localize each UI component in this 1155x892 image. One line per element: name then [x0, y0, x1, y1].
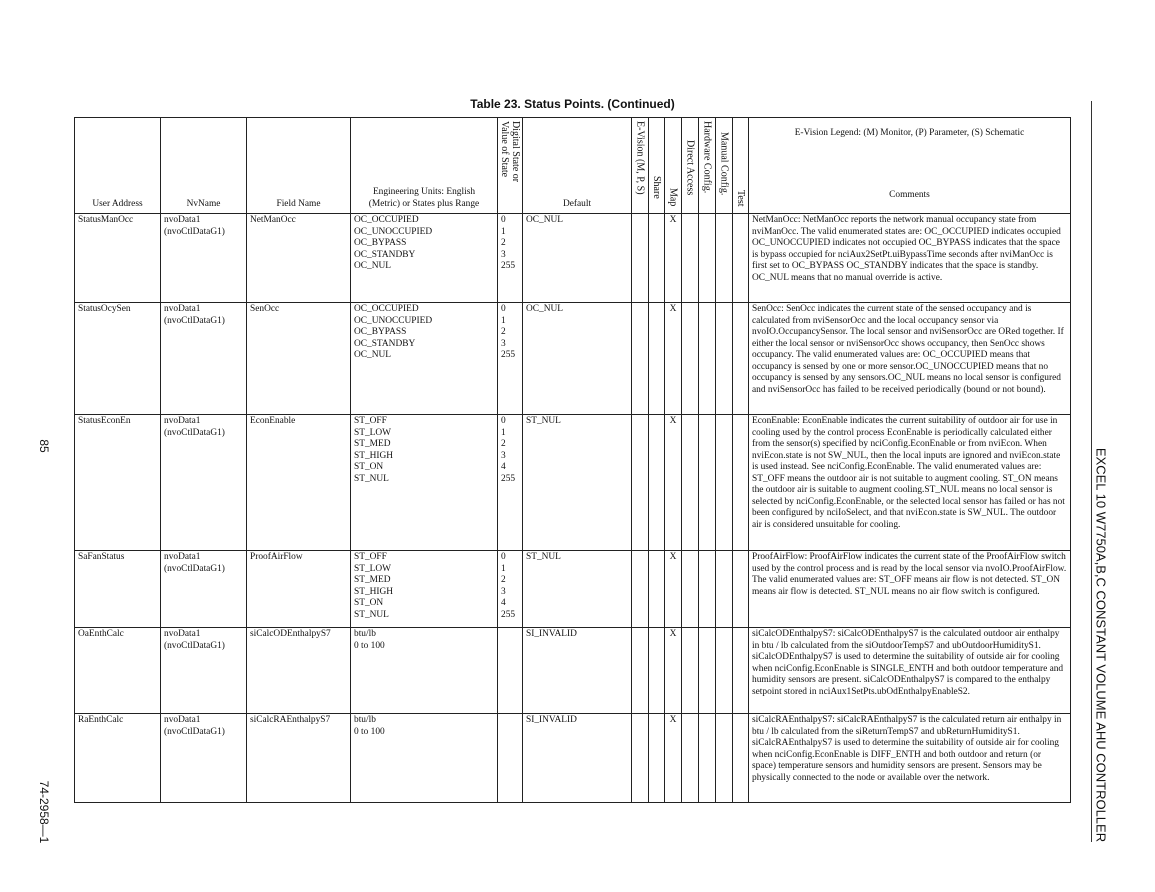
side-rule — [1091, 101, 1092, 842]
cell-manual-config — [716, 415, 733, 551]
cell-digital-state — [498, 714, 523, 803]
cell-field-name: siCalcODEnthalpyS7 — [247, 628, 351, 714]
header-manual-config-label: Manual Config. — [718, 132, 730, 196]
cell-share — [649, 714, 665, 803]
cell-comments: siCalcODEnthalpyS7: siCalcODEnthalpyS7 is the calculated outdoor air enthalpy in btu / lb calculated from the siOutdoorTempS7 and ubOutdoorHumidityS1. siCalcODEnthalpyS7 is used to determine the suitability of outside air for cooling when nciConfig.EconEnable is SINGLE_ENTH and both outdoor temperature and humidity sensors are present. siCalcODEnthalpyS7 is compared to the enthalpy setpoint stored in nciAux1SetPts.ubOdEnthalpyEnableS2. — [749, 628, 1071, 714]
table-row — [75, 303, 1071, 415]
header-user-address: User Address — [75, 118, 161, 214]
cell-default: ST_NUL — [523, 551, 632, 628]
cell-nv-name: nvoData1 (nvoCtlDataG1) — [161, 214, 247, 303]
header-evision — [632, 118, 649, 214]
cell-share — [649, 551, 665, 628]
cell-user-address: StatusEconEn — [75, 415, 161, 551]
header-share-label: Share — [651, 176, 662, 199]
cell-manual-config — [716, 551, 733, 628]
cell-field-name: NetManOcc — [247, 214, 351, 303]
cell-test — [733, 214, 749, 303]
header-digital-state-label: Digital State or Value of State — [499, 121, 521, 183]
cell-manual-config — [716, 714, 733, 803]
cell-direct-access — [682, 628, 699, 714]
cell-field-name: siCalcRAEnthalpyS7 — [247, 714, 351, 803]
header-direct-access-label: Direct Access — [684, 140, 696, 196]
cell-digital-state: 0 1 2 3 255 — [498, 214, 523, 303]
cell-default: OC_NUL — [523, 214, 632, 303]
cell-digital-state: 0 1 2 3 255 — [498, 303, 523, 415]
header-field-name: Field Name — [247, 118, 351, 214]
cell-eng-units: ST_OFF ST_LOW ST_MED ST_HIGH ST_ON ST_NUL — [351, 415, 498, 551]
cell-direct-access — [682, 214, 699, 303]
cell-test — [733, 628, 749, 714]
header-comments-label: Comments — [889, 190, 930, 200]
cell-map: X — [665, 628, 682, 714]
cell-nv-name: nvoData1 (nvoCtlDataG1) — [161, 303, 247, 415]
header-comments — [749, 118, 1071, 214]
cell-default: SI_INVALID — [523, 628, 632, 714]
cell-nv-name: nvoData1 (nvoCtlDataG1) — [161, 714, 247, 803]
table-row — [75, 415, 1071, 551]
cell-direct-access — [682, 415, 699, 551]
cell-direct-access — [682, 551, 699, 628]
table-title: Table 23. Status Points. (Continued) — [470, 97, 675, 111]
cell-user-address: SaFanStatus — [75, 551, 161, 628]
header-map — [665, 118, 682, 214]
cell-user-address: RaEnthCalc — [75, 714, 161, 803]
cell-test — [733, 551, 749, 628]
header-test — [733, 118, 749, 214]
cell-map: X — [665, 303, 682, 415]
cell-test — [733, 303, 749, 415]
cell-default: SI_INVALID — [523, 714, 632, 803]
header-hardware-config — [699, 118, 716, 214]
cell-map: X — [665, 551, 682, 628]
cell-map: X — [665, 415, 682, 551]
cell-eng-units: OC_OCCUPIED OC_UNOCCUPIED OC_BYPASS OC_STANDBY OC_NUL — [351, 303, 498, 415]
cell-hardware-config — [699, 628, 716, 714]
evision-legend: E-Vision Legend: (M) Monitor, (P) Parameter, (S) Schematic — [794, 128, 1025, 138]
header-hardware-config-label: Hardware Config. — [701, 121, 713, 194]
cell-direct-access — [682, 303, 699, 415]
header-nv-name: NvName — [161, 118, 247, 214]
cell-default: OC_NUL — [523, 303, 632, 415]
header-digital-state — [498, 118, 523, 214]
status-points-table — [74, 117, 1071, 803]
cell-comments: NetManOcc: NetManOcc reports the network manual occupancy state from nviManOcc. The valid enumerated states are: OC_OCCUPIED indicates occupied OC_UNOCCUPIED indicates not occupied OC_BYPASS indicates that the space is bypass occupied for nciAux2SetPt.uiBypassTime seconds after nviManOcc is first set to OC_BYPASS OC_STANDBY indicates that the space is standby. OC_NUL means that no manual override is active. — [749, 214, 1071, 303]
cell-digital-state: 0 1 2 3 4 255 — [498, 415, 523, 551]
cell-share — [649, 415, 665, 551]
table-row — [75, 214, 1071, 303]
cell-hardware-config — [699, 214, 716, 303]
cell-eng-units: OC_OCCUPIED OC_UNOCCUPIED OC_BYPASS OC_STANDBY OC_NUL — [351, 214, 498, 303]
cell-user-address: OaEnthCalc — [75, 628, 161, 714]
cell-direct-access — [682, 714, 699, 803]
cell-hardware-config — [699, 303, 716, 415]
cell-comments: SenOcc: SenOcc indicates the current state of the sensed occupancy and is calculated from nviSensorOcc and the local occupancy sensor via nvoIO.OccupancySensor. The local sensor and nviSensorOcc are ORed together. If either the local sensor or nviSensorOcc shows occupancy, then SenOcc shows occupancy. The valid enumerated values are: OC_OCCUPIED means that occupancy is sensed by one or more sensor.OC_UNOCCUPIED means that no occupancy is sensed by any sensors.OC_NUL means no local sensor is configured and nviSensorOcc has failed to be received periodically (bound or not bound). — [749, 303, 1071, 415]
cell-comments: EconEnable: EconEnable indicates the current suitability of outdoor air for use in cooling used by the control process EconEnable is periodically calculated either from the sensor(s) specified by nciConfig.EconEnable or from nviEcon. When nviEcon.state is not SW_NUL, then the local inputs are ignored and nviEcon.state is used instead. See nciConfig.EconEnable. The valid enumerated values are: ST_OFF means the outdoor air is not suitable to augment cooling. ST_ON means the outdoor air is suitable to augment cooling.ST_NUL means no local sensor is selected by nciConfig.EconEnable, or the selected local sensor has failed or has not been configured by nciIoSelect, and that nviEcon.state is SW_NUL. The outdoor air is considered unsuitable for cooling. — [749, 415, 1071, 551]
cell-hardware-config — [699, 714, 716, 803]
cell-evision — [632, 415, 649, 551]
cell-eng-units: ST_OFF ST_LOW ST_MED ST_HIGH ST_ON ST_NUL — [351, 551, 498, 628]
cell-hardware-config — [699, 551, 716, 628]
header-eng-units: Engineering Units: English (Metric) or States plus Range — [351, 118, 498, 214]
header-share — [649, 118, 665, 214]
cell-field-name: SenOcc — [247, 303, 351, 415]
header-direct-access — [682, 118, 699, 214]
cell-manual-config — [716, 628, 733, 714]
cell-evision — [632, 551, 649, 628]
cell-test — [733, 415, 749, 551]
cell-nv-name: nvoData1 (nvoCtlDataG1) — [161, 415, 247, 551]
cell-eng-units: btu/lb 0 to 100 — [351, 714, 498, 803]
page-number: 85 — [37, 439, 51, 453]
cell-digital-state: 0 1 2 3 4 255 — [498, 551, 523, 628]
cell-nv-name: nvoData1 (nvoCtlDataG1) — [161, 628, 247, 714]
cell-share — [649, 303, 665, 415]
cell-nv-name: nvoData1 (nvoCtlDataG1) — [161, 551, 247, 628]
cell-manual-config — [716, 303, 733, 415]
cell-comments: siCalcRAEnthalpyS7: siCalcRAEnthalpyS7 is the calculated return air enthalpy in btu / lb calculated from the siReturnTempS7 and ubReturnHumidityS1. siCalcRAEnthalpyS7 is used to determine the suitability of outside air for cooling when nciConfig.EconEnable is DIFF_ENTH and both outdoor and return (or space) temperature sensors and humidity sensors are present. Sensors may be physically connected to the node or available over the network. — [749, 714, 1071, 803]
side-title: EXCEL 10 W7750A,B,C CONSTANT VOLUME AHU CONTROLLER — [1093, 447, 1109, 843]
cell-field-name: EconEnable — [247, 415, 351, 551]
header-map-label: Map — [667, 188, 679, 207]
header-manual-config — [716, 118, 733, 214]
cell-evision — [632, 303, 649, 415]
cell-digital-state — [498, 628, 523, 714]
header-test-label: Test — [735, 190, 746, 207]
cell-map: X — [665, 214, 682, 303]
cell-default: ST_NUL — [523, 415, 632, 551]
table-row — [75, 551, 1071, 628]
cell-share — [649, 214, 665, 303]
cell-evision — [632, 214, 649, 303]
cell-eng-units: btu/lb 0 to 100 — [351, 628, 498, 714]
doc-number: 74-2958—1 — [37, 780, 51, 844]
cell-field-name: ProofAirFlow — [247, 551, 351, 628]
header-evision-label: E-Vision (M, P, S) — [634, 121, 646, 195]
table-row — [75, 714, 1071, 803]
header-row — [75, 118, 1071, 214]
cell-user-address: StatusOcySen — [75, 303, 161, 415]
cell-evision — [632, 628, 649, 714]
cell-map: X — [665, 714, 682, 803]
cell-hardware-config — [699, 415, 716, 551]
cell-evision — [632, 714, 649, 803]
header-default: Default — [523, 118, 632, 214]
cell-test — [733, 714, 749, 803]
cell-user-address: StatusManOcc — [75, 214, 161, 303]
cell-share — [649, 628, 665, 714]
cell-manual-config — [716, 214, 733, 303]
cell-comments: ProofAirFlow: ProofAirFlow indicates the current state of the ProofAirFlow switch used by the control process and is read by the local sensor via nvoIO.ProofAirFlow. The valid enumerated values are: ST_OFF means air flow is not detected. ST_ON means air flow is detected. ST_NUL means no air flow switch is configured. — [749, 551, 1071, 628]
table-row — [75, 628, 1071, 714]
